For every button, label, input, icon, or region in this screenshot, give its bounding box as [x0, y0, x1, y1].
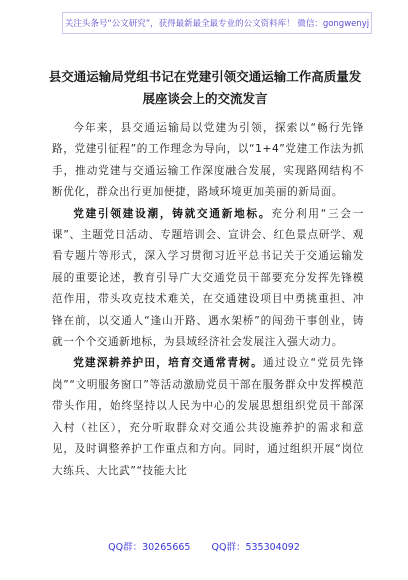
document-body: [52, 118, 364, 482]
title-line-2: 展座谈会上的交流发言: [142, 91, 268, 106]
paragraph-text: 今年来，县交通运输局以党建为引领，探索以“畅行先锋路，党建引征程”的工作理念为导向，以“1+4”党建工作法为抓手，推动党建与交通运输工作深度融合发展，实现路网结构不断优化，群众出行更加便捷，路域环境更加美丽的新局面。: [52, 122, 364, 199]
paragraph-text: 充分利用“三会一课”、主题党日活动、专题培训会、宣讲会、红色景点研学、观看专题片等形式，深入学习贯彻习近平总书记关于交通运输发展的重要论述，教育引导广大交通党员干部要充分发挥先锋模范作用，带头攻克技术难关，在交通建设项目中勇挑重担、冲锋在前，以交通人“逢山开路、遇水架桥”的闯劲干事创业，铸就一个个交通新地标，为县域经济社会发展注入强大动力。: [52, 207, 364, 349]
document-title: [40, 66, 370, 110]
paragraph-construction: [52, 204, 364, 354]
paragraph-heading: 党建引领建设潮，铸就交通新地标。: [73, 207, 272, 220]
qq-group-2: QQ群：535304092: [211, 542, 300, 553]
qq-group-1: QQ群：30265665: [108, 542, 191, 553]
paragraph-text: 通过设立“党员先锋岗”“文明服务窗口”等活动激励党员干部在服务群众中发挥模范带头作用，始终坚持以人民为中心的发展思想组织党员干部深入村（社区），充分听取群众对交通公共设施养护的需求和意见，及时调整养护工作重点和方向。同时，通过组织开展“岗位大练兵、大比武”“技能大比: [52, 357, 364, 477]
paragraph-heading: 党建深耕养护田，培育交通常青树。: [73, 357, 263, 370]
paragraph-intro: [52, 118, 364, 204]
paragraph-maintenance: [52, 353, 364, 481]
title-line-1: 县交通运输局党组书记在党建引领交通运输工作高质量发: [48, 69, 362, 84]
promo-banner: 关注头条号“公文研究”，获得最新最全最专业的公文资料库！ 微信：gongwenyj: [62, 12, 372, 34]
page-footer: [0, 539, 408, 553]
